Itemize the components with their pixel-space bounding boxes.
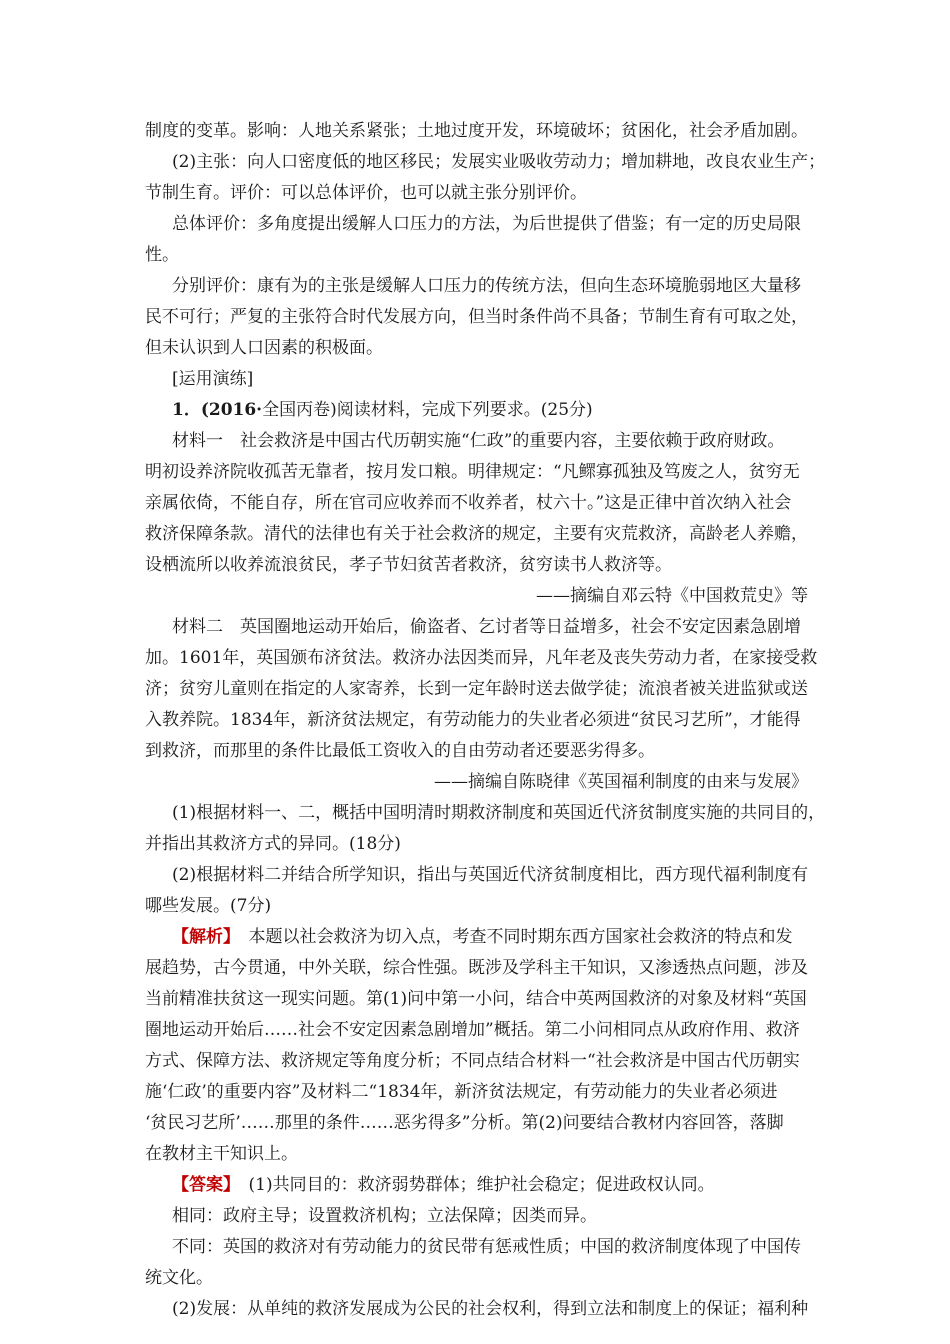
text-line: (2)根据材料二并结合所学知识，指出与英国近代济贫制度相比，西方现代福利制度有	[172, 865, 809, 885]
answer-tag: 【答案】	[172, 1175, 232, 1195]
text-line: (2)发展：从单纯的救济发展成为公民的社会权利，得到立法和制度上的保证；福利种	[172, 1299, 809, 1319]
text-line: 性。	[145, 245, 179, 265]
section-heading: [运用演练]	[172, 369, 254, 389]
text-line: 加。1601年，英国颁布济贫法。救济办法因类而异，凡年老及丧失劳动力者，在家接受救	[145, 648, 818, 668]
text-line: 总体评价：多角度提出缓解人口压力的方法，为后世提供了借鉴；有一定的历史局限	[172, 214, 801, 234]
text-line: 分别评价：康有为的主张是缓解人口压力的传统方法，但向生态环境脆弱地区大量移	[172, 276, 801, 296]
answer-first-line	[172, 1170, 810, 1200]
text-line: 制度的变革。影响：人地关系紧张；土地过度开发，环境破坏；贫困化，社会矛盾加剧。	[145, 121, 808, 141]
text-line: 施‘仁政’的重要内容”及材料二“1834年，新济贫法规定，有劳动能力的失业者必须进	[145, 1082, 778, 1102]
text-line: 济；贫穷儿童则在指定的人家寄养，长到一定年龄时送去做学徒；流浪者被关进监狱或送	[145, 679, 808, 699]
text-line: 明初设养济院收孤苦无靠者，按月发口粮。明律规定：“凡鳏寡孤独及笃废之人，贫穷无	[145, 462, 800, 482]
text-line: 不同：英国的救济对有劳动能力的贫民带有惩戒性质；中国的救济制度体现了中国传	[172, 1237, 801, 1257]
answer-text: (1)共同目的：救济弱势群体；维护社会稳定；促进政权认同。	[248, 1175, 715, 1195]
source-citation: ——摘编自邓云特《中国救荒史》等	[536, 586, 808, 606]
text-line: 圈地运动开始后……社会不安定因素急剧增加”概括。第二小问相同点从政府作用、救济	[145, 1020, 800, 1040]
question-text: 全国丙卷)阅读材料，完成下列要求。(25分)	[262, 400, 593, 420]
analysis-text: 本题以社会救济为切入点，考查不同时期东西方国家社会救济的特点和发	[248, 927, 793, 947]
text-line: 节制生育。评价：可以总体评价，也可以就主张分别评价。	[145, 183, 587, 203]
text-line: 材料二 英国圈地运动开始后，偷盗者、乞讨者等日益增多，社会不安定因素急剧增	[172, 617, 801, 637]
text-line: 方式、保障方法、救济规定等角度分析；不同点结合材料一“社会救济是中国古代历朝实	[145, 1051, 800, 1071]
text-line: 并指出其救济方式的异同。(18分)	[145, 834, 401, 854]
text-line: 民不可行；严复的主张符合时代发展方向，但当时条件尚不具备；节制生育有可取之处，	[145, 307, 808, 327]
text-line: 材料一 社会救济是中国古代历朝实施“仁政”的重要内容，主要依赖于政府财政。	[172, 431, 785, 451]
text-line: 设栖流所以收养流浪贫民，孝子节妇贫苦者救济，贫穷读书人救济等。	[145, 555, 672, 575]
text-line: ‘贫民习艺所’……那里的条件……恶劣得多”分析。第(2)问要结合教材内容回答，落脚	[145, 1113, 784, 1133]
analysis-tag: 【解析】	[172, 927, 232, 947]
text-line: 在教材主干知识上。	[145, 1144, 298, 1164]
text-line: 救济保障条款。清代的法律也有关于社会救济的规定，主要有灾荒救济，高龄老人养赡，	[145, 524, 808, 544]
text-line: 入教养院。1834年，新济贫法规定，有劳动能力的失业者必须进“贫民习艺所”，才能得	[145, 710, 801, 730]
text-line: 相同：政府主导；设置救济机构；立法保障；因类而异。	[172, 1206, 597, 1226]
text-line: 当前精准扶贫这一现实问题。第(1)问中第一小问，结合中英两国救济的对象及材料“英国	[145, 989, 807, 1009]
text-line: 展趋势，古今贯通，中外关联，综合性强。既涉及学科主干知识，又渗透热点问题，涉及	[145, 958, 808, 978]
text-line: (2)主张：向人口密度低的地区移民；发展实业吸收劳动力；增加耕地，改良农业生产；	[172, 152, 826, 172]
analysis-first-line	[172, 922, 810, 952]
text-line: 统文化。	[145, 1268, 213, 1288]
source-citation: ——摘编自陈晓律《英国福利制度的由来与发展》	[434, 772, 808, 792]
text-line: 但未认识到人口因素的积极面。	[145, 338, 383, 358]
text-line: 到救济，而那里的条件比最低工资收入的自由劳动者还要恶劣得多。	[145, 741, 655, 761]
text-line: 亲属依倚，不能自存，所在官司应收养而不收养者，杖六十。”这是正律中首次纳入社会	[145, 493, 792, 513]
question-heading	[172, 395, 810, 425]
text-line: (1)根据材料一、二，概括中国明清时期救济制度和英国近代济贫制度实施的共同目的，	[172, 803, 826, 823]
question-number: 1．(2016·	[172, 400, 263, 420]
text-line: 哪些发展。(7分)	[145, 896, 272, 916]
